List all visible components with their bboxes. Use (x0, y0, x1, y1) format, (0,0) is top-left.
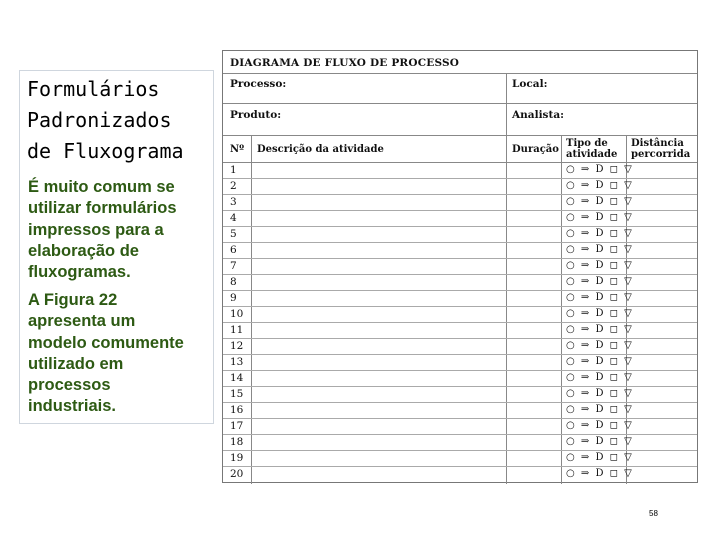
page-number: 58 (649, 509, 658, 518)
row-number: 17 (230, 420, 244, 432)
processo-label: Processo: (230, 78, 287, 90)
column-activity-type-line: Tipo de (566, 138, 608, 149)
column-description: Descrição da atividade (257, 144, 384, 155)
paragraph-intro-line: É muito comum se (28, 178, 175, 196)
activity-symbols: ○ ⇒ D ◻ ▽ (566, 292, 634, 303)
activity-symbols: ○ ⇒ D ◻ ▽ (566, 276, 634, 287)
column-number: Nº (230, 144, 245, 155)
row-divider (223, 322, 697, 323)
title-line-3: de Fluxograma (27, 139, 184, 163)
form-divider (223, 73, 697, 74)
row-divider (223, 242, 697, 243)
paragraph-figure-line: utilizado em (28, 354, 124, 373)
row-number: 14 (230, 372, 244, 384)
row-divider (223, 178, 697, 179)
row-divider (223, 370, 697, 371)
paragraph-intro-line: fluxogramas. (28, 263, 131, 282)
column-divider (251, 135, 252, 484)
column-distance-line: Distância (631, 138, 684, 149)
activity-symbols: ○ ⇒ D ◻ ▽ (566, 212, 634, 223)
row-number: 16 (230, 404, 244, 416)
title-line-1: Formulários (27, 77, 160, 101)
activity-symbols: ○ ⇒ D ◻ ▽ (566, 452, 634, 463)
row-number: 2 (230, 180, 237, 192)
row-divider (223, 354, 697, 355)
form-divider (223, 103, 697, 104)
column-divider (561, 135, 562, 484)
produto-label: Produto: (230, 109, 282, 121)
activity-symbols: ○ ⇒ D ◻ ▽ (566, 260, 634, 271)
row-number: 5 (230, 228, 237, 240)
row-divider (223, 418, 697, 419)
activity-symbols: ○ ⇒ D ◻ ▽ (566, 228, 634, 239)
row-divider (223, 466, 697, 467)
paragraph-intro (28, 177, 206, 283)
row-divider (223, 386, 697, 387)
paragraph-figure-line: industriais. (28, 397, 117, 416)
row-divider (223, 274, 697, 275)
activity-symbols: ○ ⇒ D ◻ ▽ (566, 372, 634, 383)
activity-symbols: ○ ⇒ D ◻ ▽ (566, 180, 634, 191)
column-activity-type-line: atividade (566, 148, 618, 160)
row-number: 15 (230, 388, 244, 400)
row-divider (223, 450, 697, 451)
activity-symbols: ○ ⇒ D ◻ ▽ (566, 388, 634, 399)
paragraph-figure-line: modelo comumente (28, 333, 184, 352)
row-divider (223, 402, 697, 403)
activity-symbols: ○ ⇒ D ◻ ▽ (566, 468, 634, 479)
row-number: 6 (230, 244, 237, 256)
paragraph-figure-line: apresenta um (28, 312, 136, 331)
row-number: 13 (230, 356, 244, 368)
title-line-2: Padronizados (27, 108, 172, 132)
activity-symbols: ○ ⇒ D ◻ ▽ (566, 324, 634, 335)
row-number: 20 (230, 468, 244, 480)
column-activity-type (566, 139, 617, 160)
activity-symbols: ○ ⇒ D ◻ ▽ (566, 308, 634, 319)
row-number: 7 (230, 260, 237, 272)
form-header: DIAGRAMA DE FLUXO DE PROCESSO (230, 57, 460, 69)
paragraph-intro-line: elaboração de (28, 241, 139, 260)
local-label: Local: (512, 78, 548, 90)
row-divider (223, 258, 697, 259)
column-distance-line: percorrida (631, 148, 691, 160)
row-divider (223, 226, 697, 227)
row-number: 10 (230, 308, 244, 320)
paragraph-figure-line: A Figura 22 (28, 291, 118, 309)
activity-symbols: ○ ⇒ D ◻ ▽ (566, 356, 634, 367)
row-number: 11 (230, 324, 244, 336)
activity-symbols: ○ ⇒ D ◻ ▽ (566, 244, 634, 255)
row-divider (223, 290, 697, 291)
activity-symbols: ○ ⇒ D ◻ ▽ (566, 340, 634, 351)
activity-symbols: ○ ⇒ D ◻ ▽ (566, 420, 634, 431)
row-number: 3 (230, 196, 237, 208)
process-flow-form (222, 50, 698, 483)
row-divider (223, 194, 697, 195)
row-divider (223, 338, 697, 339)
column-divider (506, 135, 507, 484)
row-number: 9 (230, 292, 237, 304)
row-number: 18 (230, 436, 244, 448)
paragraph-figure (28, 290, 206, 418)
paragraph-figure-line: processos (28, 376, 111, 395)
activity-symbols: ○ ⇒ D ◻ ▽ (566, 436, 634, 447)
row-number: 8 (230, 276, 237, 288)
row-number: 19 (230, 452, 244, 464)
activity-symbols: ○ ⇒ D ◻ ▽ (566, 404, 634, 415)
column-duration: Duração (512, 144, 559, 155)
paragraph-intro-line: impressos para a (28, 220, 164, 239)
slide-title (27, 74, 217, 167)
activity-symbols: ○ ⇒ D ◻ ▽ (566, 196, 634, 207)
row-divider (223, 306, 697, 307)
row-divider (223, 434, 697, 435)
row-divider (223, 210, 697, 211)
row-number: 1 (230, 164, 237, 176)
analista-label: Analista: (512, 109, 565, 121)
column-distance (631, 139, 690, 160)
paragraph-intro-line: utilizar formulários (28, 199, 177, 218)
row-number: 4 (230, 212, 237, 224)
row-number: 12 (230, 340, 244, 352)
activity-symbols: ○ ⇒ D ◻ ▽ (566, 164, 634, 175)
